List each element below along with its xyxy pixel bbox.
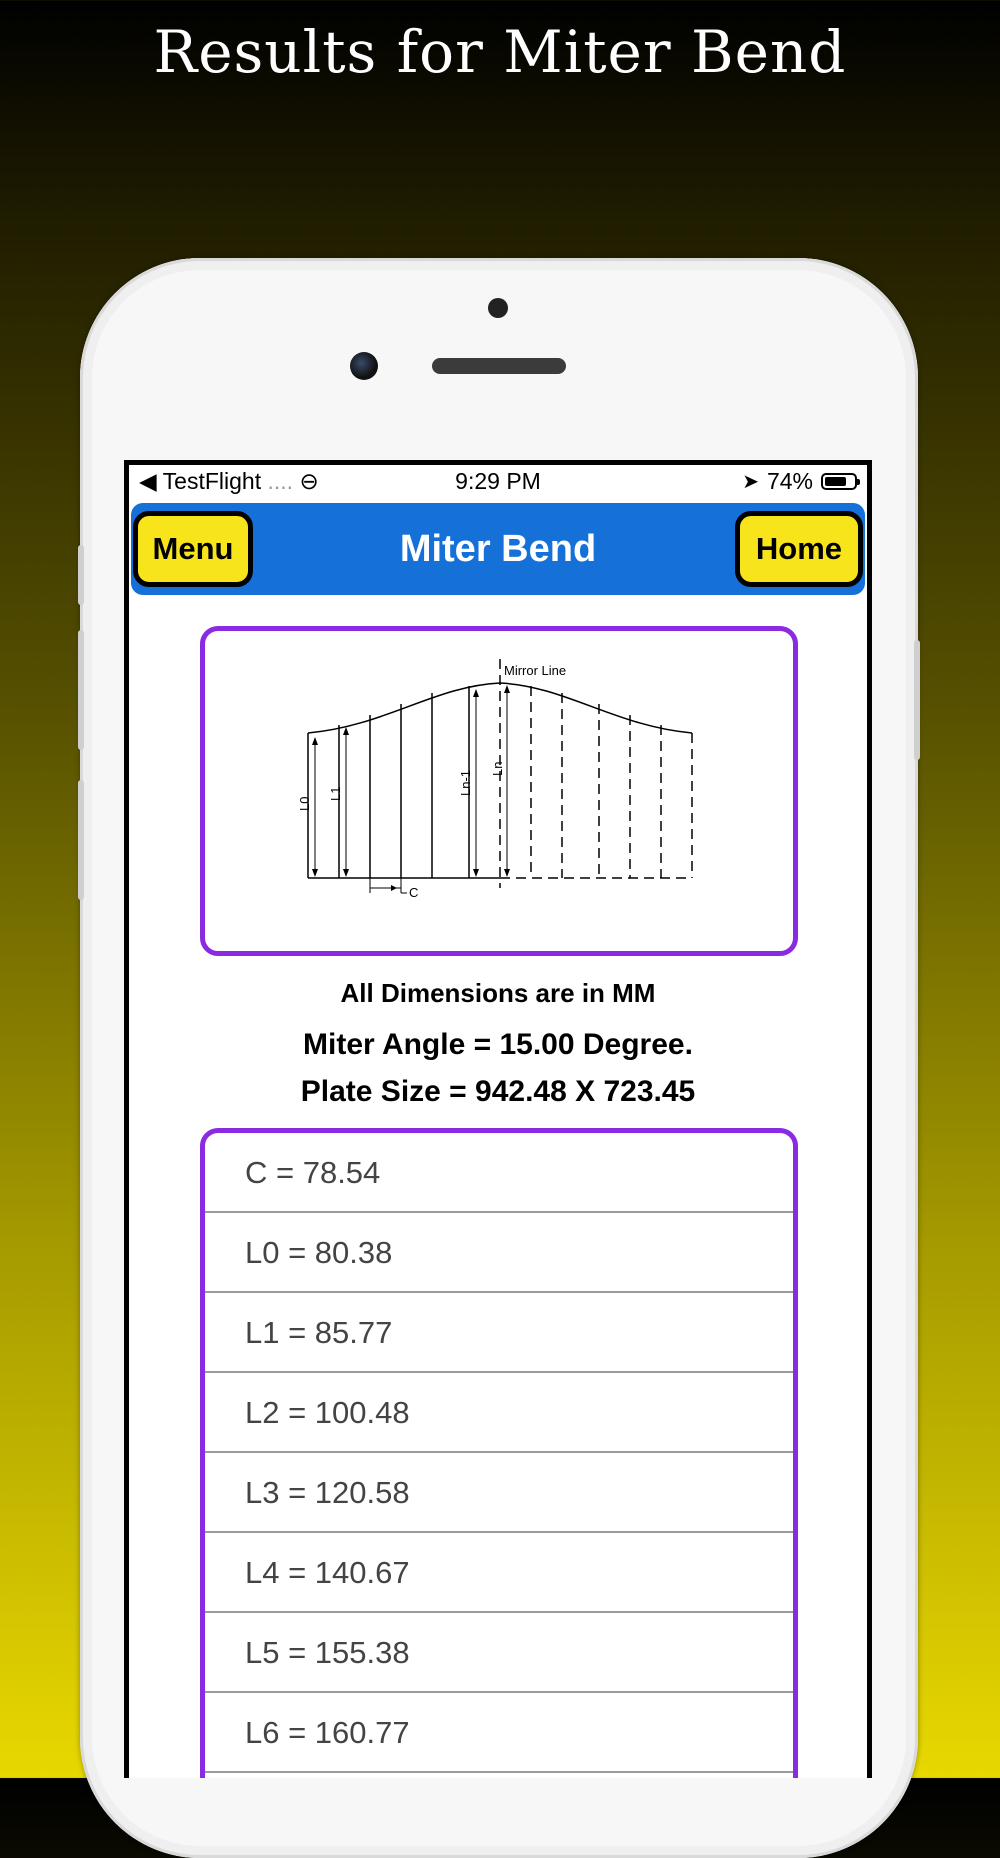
result-row: L0 = 80.38 bbox=[205, 1213, 793, 1293]
app-screen bbox=[129, 465, 867, 1778]
miter-angle: Miter Angle = 15.00 Degree. bbox=[303, 1028, 693, 1061]
results-list bbox=[200, 1128, 798, 1778]
result-row: C = 78.54 bbox=[205, 1133, 793, 1213]
phone-screen bbox=[124, 460, 872, 1778]
arrow-l1-bottom bbox=[343, 869, 349, 877]
nav-bar bbox=[131, 503, 865, 595]
phone-silent-switch bbox=[78, 545, 84, 605]
promo-title: Results for Miter Bend bbox=[153, 18, 847, 86]
units-note: All Dimensions are in MM bbox=[340, 978, 656, 1008]
result-row: L5 = 155.38 bbox=[205, 1613, 793, 1693]
status-bar bbox=[129, 465, 867, 499]
c-arrow bbox=[391, 885, 397, 891]
arrow-ln-top bbox=[504, 685, 510, 693]
phone-power-button bbox=[914, 640, 920, 760]
phone-volume-down bbox=[78, 780, 84, 900]
label-l1: L1 bbox=[328, 786, 343, 801]
result-row: L4 = 140.67 bbox=[205, 1533, 793, 1613]
status-right bbox=[742, 468, 857, 495]
arrow-l0-top bbox=[312, 737, 318, 745]
result-row: L1 = 85.77 bbox=[205, 1293, 793, 1373]
arrow-l1-top bbox=[343, 727, 349, 735]
status-time: 9:29 PM bbox=[455, 468, 541, 494]
proximity-sensor bbox=[488, 298, 508, 318]
arrow-l0-bottom bbox=[312, 869, 318, 877]
arrow-ln-1-bottom bbox=[473, 869, 479, 877]
label-ln-1: Ln-1 bbox=[458, 769, 473, 796]
miter-bend-diagram bbox=[200, 626, 798, 956]
location-icon: ➤ bbox=[742, 471, 759, 493]
back-label: ◀ TestFlight bbox=[139, 468, 262, 494]
menu-button[interactable]: Menu bbox=[133, 511, 253, 587]
nav-title: Miter Bend bbox=[399, 528, 597, 570]
result-row: L3 = 120.58 bbox=[205, 1453, 793, 1533]
battery-cap bbox=[857, 479, 860, 485]
battery-fill bbox=[825, 477, 846, 486]
battery-percent: 74% bbox=[766, 468, 813, 494]
home-button[interactable]: Home bbox=[735, 511, 863, 587]
battery-icon bbox=[821, 473, 857, 490]
front-camera bbox=[350, 352, 378, 380]
signal-dots: .... bbox=[267, 468, 294, 494]
arrow-ln-bottom bbox=[504, 869, 510, 877]
miter-diagram-svg bbox=[205, 631, 793, 951]
label-ln: Ln bbox=[490, 761, 505, 776]
mirror-line-label: Mirror Line bbox=[504, 663, 567, 678]
plate-size: Plate Size = 942.48 X 723.45 bbox=[300, 1075, 696, 1108]
phone-volume-up bbox=[78, 630, 84, 750]
result-row: L2 = 100.48 bbox=[205, 1373, 793, 1453]
earpiece-speaker bbox=[432, 358, 566, 374]
label-c: C bbox=[409, 885, 419, 900]
arrow-ln-1-top bbox=[473, 689, 479, 697]
link-icon: ⊖ bbox=[299, 468, 319, 494]
result-row: L6 = 160.77 bbox=[205, 1693, 793, 1773]
label-l0: L0 bbox=[297, 796, 312, 811]
